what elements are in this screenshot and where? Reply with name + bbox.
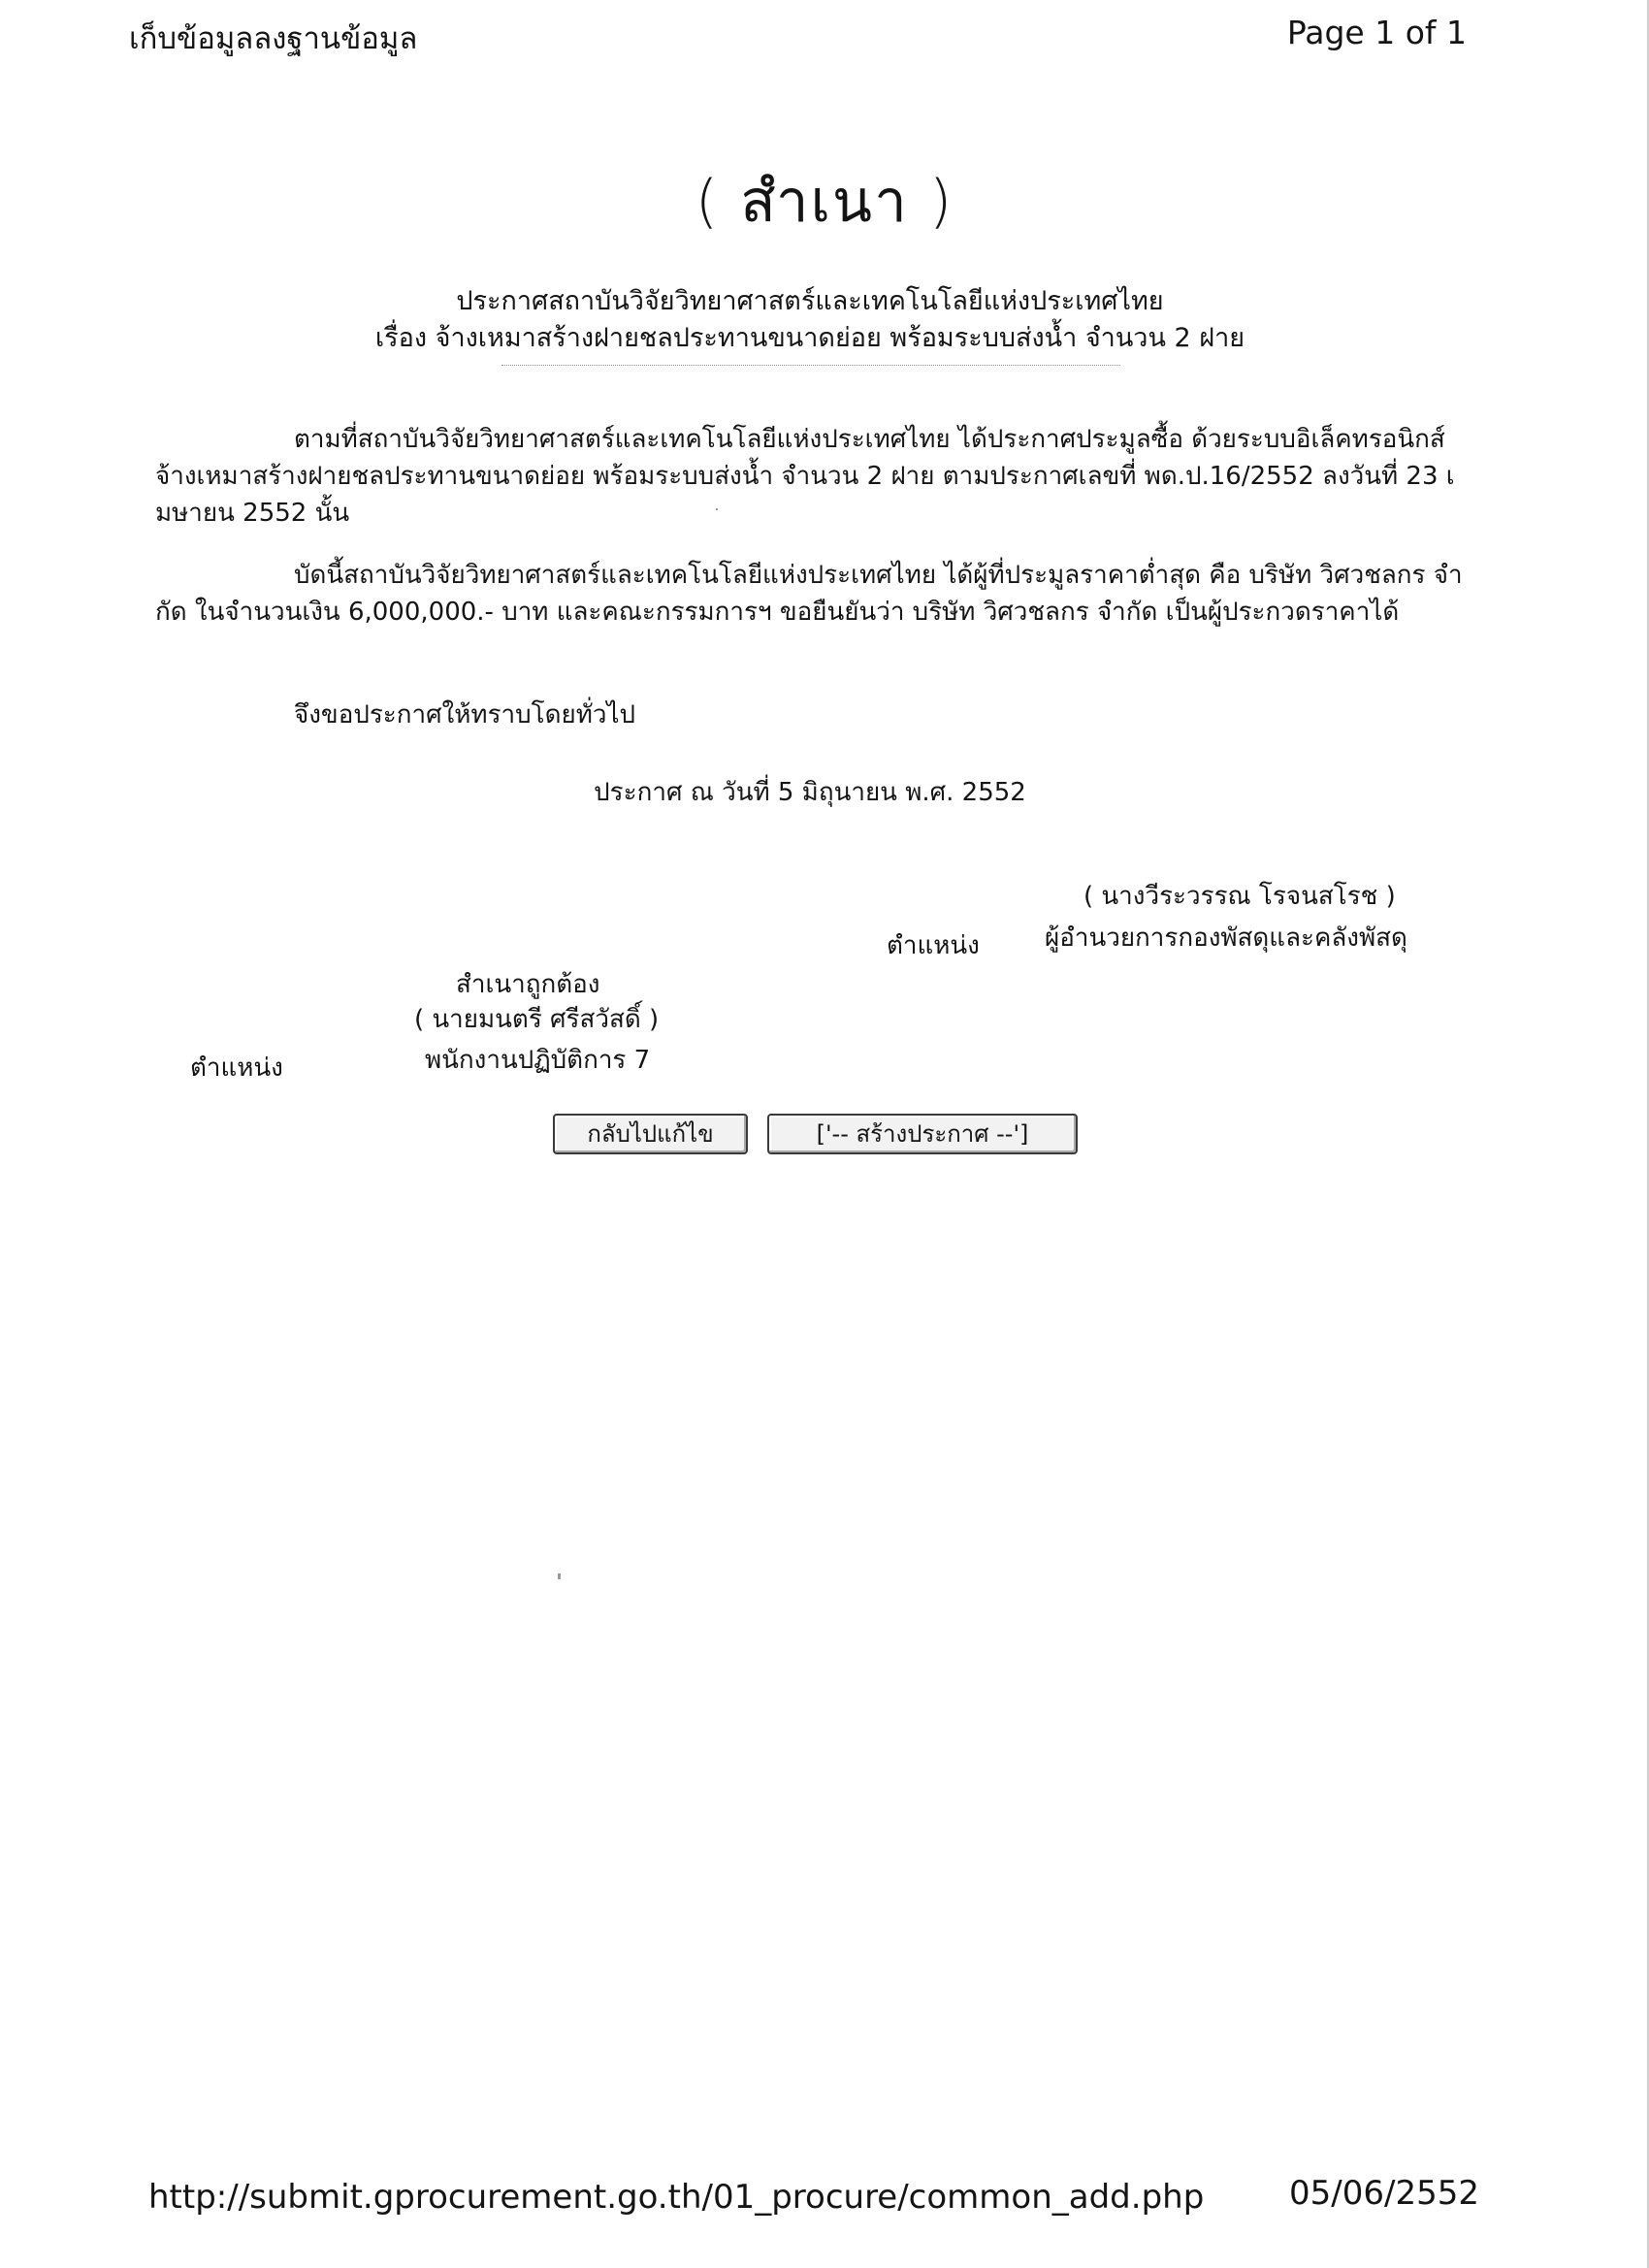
print-footer-date: 05/06/2552 [1289,2174,1479,2213]
certifier-name: ( นายมนตรี ศรีสวัสดิ์ ) [414,1005,660,1034]
certifier-position: พนักงานปฏิบัติการ 7 [425,1046,651,1075]
title-underline [501,365,1120,366]
create-announcement-button[interactable]: ['-- สร้างประกาศ --'] [767,1114,1078,1154]
certifier-position-label: ตำแหน่ง [190,1053,283,1083]
signer-name: ( นางวีระวรรณ โรจนสโรช ) [1083,882,1396,911]
back-to-edit-button[interactable]: กลับไปแก้ไข [553,1114,748,1154]
signer-position-label: ตำแหน่ง [887,931,980,960]
certified-copy-label: สำเนาถูกต้อง [456,970,600,999]
announcement-subject: เรื่อง จ้างเหมาสร้างฝายชลประทานขนาดย่อย พร้อมระบบส่งน้ำ จำนวน 2 ฝาย [374,323,1245,353]
scan-speck [716,508,718,510]
paragraph-winner: บัดนี้สถาบันวิจัยวิทยาศาสตร์และเทคโนโลยีแห่งประเทศไทย ได้ผู้ที่ประมูลราคาต่ำสุด คือ บริษัท วิศวชลกร จำกัด ในจำนวนเงิน 6,000,000.- บาท และคณะกรรมการฯ ขอยืนยันว่า บริษัท วิศวชลกร จำกัด เป็นผู้ประกวดราคาได้ [155,561,1463,627]
signer-position: ผู้อำนวยการกองพัสดุและคลังพัสดุ [1045,923,1407,953]
print-header-page-number: Page 1 of 1 [1286,14,1467,51]
scan-speck [558,1573,561,1579]
copy-mark: ( สำเนา ) [695,168,954,236]
paragraph-closing: จึงขอประกาศให้ทราบโดยทั่วไป [294,700,636,729]
print-header-title: เก็บข้อมูลลงฐานข้อมูล [129,21,418,56]
print-footer-url: http://submit.gprocurement.go.th/01_procure/common_add.php [148,2178,1205,2217]
paragraph-background: ตามที่สถาบันวิจัยวิทยาศาสตร์และเทคโนโลยีแห่งประเทศไทย ได้ประกาศประมูลซื้อ ด้วยระบบอิเล็คทรอนิกส์ จ้างเหมาสร้างฝายชลประทานขนาดย่อย พร้อมระบบส่งน้ำ จำนวน 2 ฝาย ตามประกาศเลขที่ พด.ป.16/2552 ลงวันที่ 23 เมษายน 2552 นั้น [155,425,1455,528]
announcement-title: ประกาศสถาบันวิจัยวิทยาศาสตร์และเทคโนโลยีแห่งประเทศไทย [456,286,1164,316]
announced-date: ประกาศ ณ วันที่ 5 มิถุนายน พ.ศ. 2552 [594,778,1026,807]
